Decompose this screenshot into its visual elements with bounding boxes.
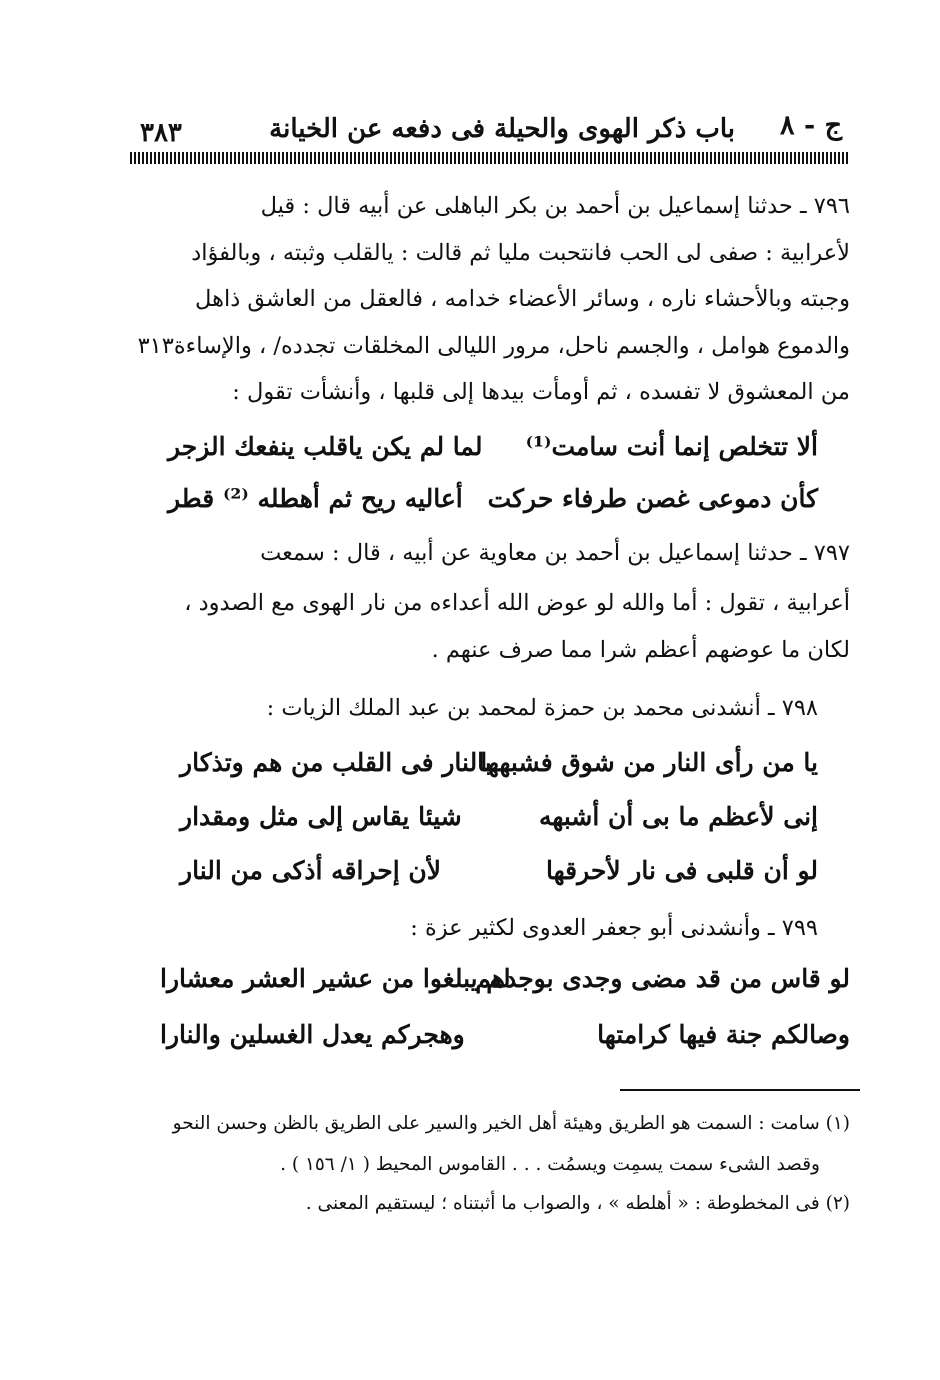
volume-label: ج - ٨ (780, 110, 842, 141)
entry-797-line-3: لكان ما عوضهم أعظم شرا مما صرف عنهم . (431, 637, 850, 663)
entry-799-line-1: ٧٩٩ ـ وأنشدنى أبو جعفر العدوى لكثير عزة : (410, 915, 818, 941)
verse-798-1-first: يا من رأى النار من شوق فشبهها (480, 748, 818, 777)
entry-797-line-2: أعرابية ، تقول : أما والله لو عوض الله أعداءه من نار الهوى مع الصدود ، (184, 590, 850, 616)
entry-797-line-1: ٧٩٧ ـ حدثنا إسماعيل بن أحمد بن معاوية عن أبيه ، قال : سمعت (260, 540, 850, 566)
footnote-1-line-1: (١) سامت : السمت هو الطريق وهيئة أهل الخير والسير على الطريق بالظن وحسن النحو (172, 1113, 850, 1134)
page-number: ٣٨٣ (140, 118, 182, 148)
entry-796-line-1: ٧٩٦ ـ حدثنا إسماعيل بن أحمد بن بكر الباهلى عن أبيه قال : قيل (260, 193, 850, 219)
verse-799-1-first: لو قاس من قد مضى وجدى بوجدهم (475, 964, 850, 993)
footnote-separator (620, 1089, 860, 1091)
chapter-title: باب ذكر الهوى والحيلة فى دفعه عن الخيانة (269, 114, 735, 144)
verse-798-2-second: شيئا يقاس إلى مثل ومقدار (180, 802, 462, 831)
entry-796-line-3: وجبته وبالأحشاء ناره ، وسائر الأعضاء خدامه ، فالعقل من العاشق ذاهل (195, 286, 850, 312)
verse-796-2-first: كأن دموعى غصن طرفاء حركت (487, 484, 818, 513)
header-ornamental-rule (130, 152, 848, 164)
verse-799-2-first: وصالكم جنة فيها كرامتها (597, 1020, 850, 1049)
verse-798-1-second: بالنار فى القلب من هم وتذكار (180, 748, 492, 777)
entry-796-line-5: من المعشوق لا تفسده ، ثم أومأت بيدها إلى قلبها ، وأنشأت تقول : (232, 379, 850, 405)
verse-796-1-second: لما لم يكن ياقلب ينفعك الزجر (168, 432, 483, 461)
verse-798-3-first: لو أن قلبى فى نار لأحرقها (546, 856, 818, 885)
verse-796-2-second: أعاليه ريح ثم أهطله ⁽²⁾ قطر (168, 484, 463, 513)
entry-796-line-2: لأعرابية : صفى لى الحب فانتحبت مليا ثم قالت : يالقلب وثبته ، وبالفؤاد (191, 240, 850, 266)
verse-798-3-second: لأن إحراقه أذكى من النار (180, 856, 441, 885)
footnote-2: (٢) فى المخطوطة : « أهلطه » ، والصواب ما أثبتناه ؛ ليستقيم المعنى . (305, 1193, 850, 1214)
entry-796-line-4: والدموع هوامل ، والجسم ناحل، مرور الليالى المخلقات تجدده/ ، والإساءة٣١٣ (137, 333, 850, 359)
footnote-1-line-2: وقصد الشىء سمت يسمِت ويسمُت . . . القاموس المحيط ( ١/ ١٥٦ ) . (280, 1154, 820, 1175)
entry-798-line-1: ٧٩٨ ـ أنشدنى محمد بن حمزة لمحمد بن عبد الملك الزيات : (266, 695, 818, 721)
verse-799-1-second: لم يبلغوا من عشير العشر معشارا (160, 964, 511, 993)
verse-798-2-first: إنى لأعظم ما بى أن أشبهه (538, 802, 818, 831)
verse-796-1-first: ألا تتخلص إنما أنت سامت⁽¹⁾ (525, 432, 818, 461)
verse-799-2-second: وهجركم يعدل الغسلين والنارا (160, 1020, 465, 1049)
